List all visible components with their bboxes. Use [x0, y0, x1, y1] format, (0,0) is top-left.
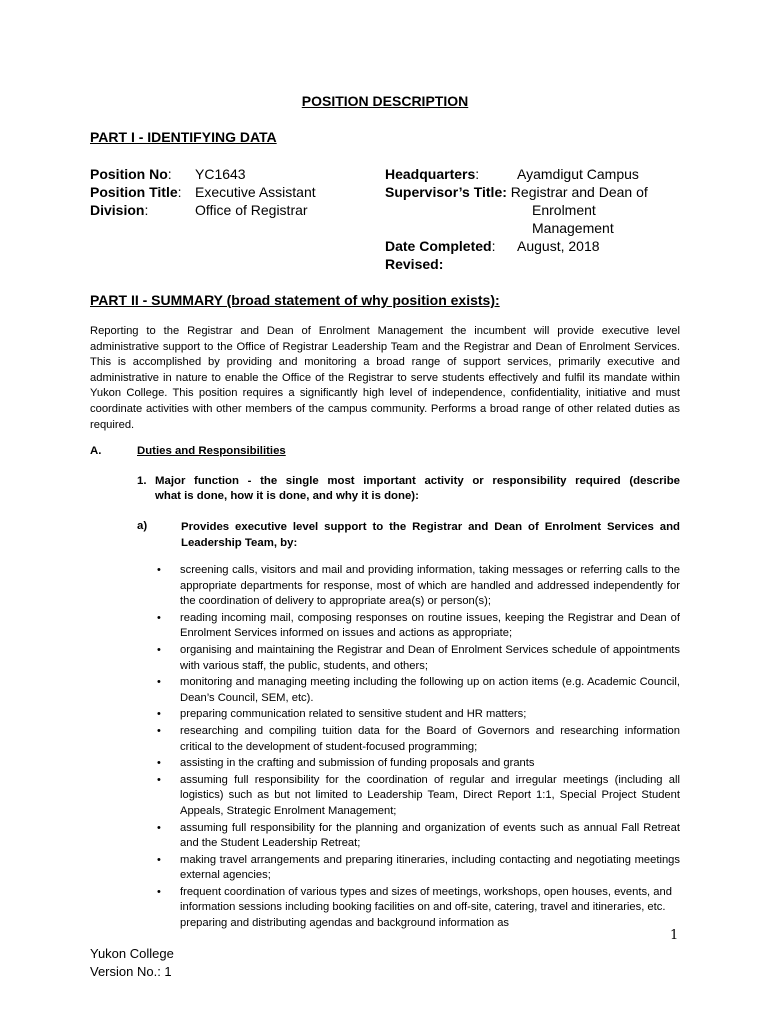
list-item: • reading incoming mail, composing responses on routine issues, keeping the Registrar and Dean of Enrolment Services informed on issues and actions as appropriate;	[157, 611, 680, 640]
supervisor-value-line1: Registrar and Dean of	[510, 184, 648, 200]
bullet-icon: •	[157, 724, 161, 737]
position-no-sep: :	[167, 166, 172, 182]
position-title-sep: :	[177, 184, 182, 200]
duties-bullet-list	[157, 563, 680, 933]
revised-label: Revised:	[385, 256, 444, 272]
bullet-icon: •	[157, 821, 161, 834]
list-item: • researching and compiling tuition data for the Board of Governors and researching information critical to the development of student-focused programming;	[157, 724, 680, 753]
headquarters-label: Headquarters	[385, 166, 476, 182]
supervisor-label: Supervisor’s Title	[385, 184, 503, 200]
section-a-letter: A.	[90, 445, 102, 457]
bullet-icon: •	[157, 611, 161, 624]
headquarters-row: Headquarters:	[385, 166, 480, 182]
list-item: • monitoring and managing meeting including the following up on action items (e.g. Academic Council, Dean’s Council, SEM, etc).	[157, 676, 680, 704]
list-item: • assuming full responsibility for the coordination of regular and irregular meetings (including all logistics) such as but not limited to Leadership Team, Direct Report 1:1, Special Project Student Appeals, Strategic Enrolment Management;	[157, 773, 680, 817]
part2-heading: PART II - SUMMARY (broad statement of why position exists):	[90, 292, 500, 308]
list-item: • frequent coordination of various types and sizes of meetings, workshops, open houses, events, and information sessions including booking facilities on and off-site, catering, travel and itineraries, etc. preparing and distributing agendas and background information as	[157, 885, 672, 930]
section-a-title: Duties and Responsibilities	[137, 445, 286, 457]
item-a-text: Provides executive level support to the Registrar and Dean of Enrolment Services and Leadership Team, by:	[181, 521, 680, 549]
document-title: POSITION DESCRIPTION	[301, 93, 469, 109]
bullet-icon: •	[157, 643, 161, 656]
supervisor-value-line3: Management	[532, 220, 614, 236]
list-item: • screening calls, visitors and mail and providing information, taking messages or referring calls to the appropriate departments for response, most of which are handled and addressed independently for the coordination of delivery to appropriate area(s) or person(s);	[157, 564, 680, 608]
division-value: Office of Registrar	[195, 202, 308, 218]
position-title-value: Executive Assistant	[195, 184, 316, 200]
major-function-number: 1.	[137, 475, 147, 487]
list-item: • organising and maintaining the Registrar and Dean of Enrolment Services schedule of appointments with various staff, the public, students, and others;	[157, 643, 680, 672]
date-completed-value: August, 2018	[517, 238, 600, 254]
position-no-label: Position No	[90, 166, 168, 182]
bullet-icon: •	[157, 564, 161, 576]
date-completed-label: Date Completed	[385, 238, 492, 254]
position-title-row	[90, 183, 182, 201]
date-completed-row: Date Completed:	[385, 238, 496, 254]
bullet-icon: •	[157, 885, 161, 898]
supervisor-row: Supervisor’s Title: Registrar and Dean of	[385, 184, 648, 200]
item-a-label: a)	[137, 520, 148, 532]
list-item: • making travel arrangements and preparing itineraries, including contacting and negotiating meetings external agencies;	[157, 853, 680, 882]
bullet-icon: •	[157, 676, 161, 689]
list-item: • assisting in the crafting and submission of funding proposals and grants	[180, 756, 680, 772]
supervisor-value-line2: Enrolment	[532, 202, 596, 218]
division-sep: :	[144, 202, 149, 218]
footer-version: Version No.: 1	[90, 964, 172, 979]
bullet-icon: •	[157, 773, 161, 786]
part1-heading: PART I - IDENTIFYING DATA	[90, 129, 277, 145]
bullet-icon: •	[157, 757, 161, 770]
bullet-icon: •	[157, 708, 161, 721]
footer-org: Yukon College	[90, 946, 174, 961]
major-function-line2: what is done, how it is done, and why it is done):	[155, 490, 419, 502]
page-number: 1	[670, 928, 679, 943]
position-title-label: Position Title	[90, 184, 178, 200]
list-item: • preparing communication related to sensitive student and HR matters;	[180, 707, 680, 723]
bullet-icon: •	[157, 853, 161, 866]
position-no-value: YC1643	[195, 166, 246, 182]
headquarters-value: Ayamdigut Campus	[517, 166, 639, 182]
division-label: Division	[90, 202, 145, 218]
list-item: • assuming full responsibility for the planning and organization of events such as annual Fall Retreat and the Student Leadership Retreat;	[157, 821, 680, 850]
position-no-row	[90, 165, 172, 183]
summary-paragraph: Reporting to the Registrar and Dean of Enrolment Management the incumbent will provide executive level administrative support to the Office of Registrar Leadership Team and the Registrar and Dean of Enrolment Services. This is accomplished by providing and monitoring a broad range of support services, primarily executive and administrative in nature to enable the Office of the Registrar to serve students effectively and fulfil its mandate within Yukon College. This position requires a significantly high level of independence, confidentiality, initiative and must coordinate activities with other members of the campus community. Performs a broad range of other related duties as required.	[90, 325, 680, 431]
major-function-line1: Major function - the single most important activity or responsibility required (describe	[155, 475, 680, 487]
division-row	[90, 201, 148, 219]
